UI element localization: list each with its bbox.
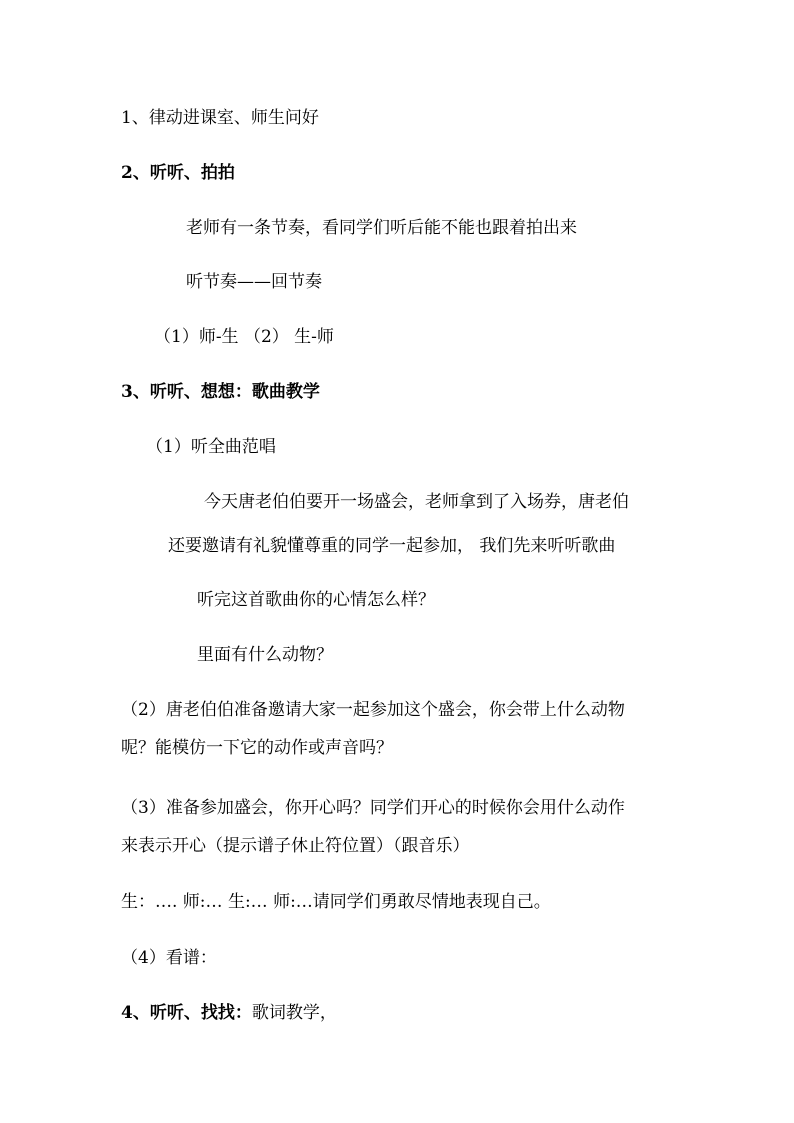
paragraph: 老师有一条节奏，看同学们听后能不能也跟着拍出来 [186,218,577,238]
heading-4 [121,1003,337,1023]
paragraph: （4）看谱： [121,948,217,968]
paragraph: 生：…. 师:… 生:… 师:…请同学们勇敢尽情地表现自己。 [121,892,551,912]
paragraph: 来表示开心（提示谱子休止符位置）（跟音乐） [121,836,470,856]
paragraph: 听完这首歌曲你的心情怎么样？ [197,590,435,610]
heading-4-label: 4、听听、找找： [121,1003,252,1023]
item-1: 1、律动进课室、师生问好 [121,108,319,128]
paragraph: （2）唐老伯伯准备邀请大家一起参加这个盛会，你会带上什么动物 [121,700,625,720]
paragraph: 里面有什么动物？ [197,645,333,665]
heading-2: 2、听听、拍拍 [121,163,235,183]
paragraph: 呢？能模仿一下它的动作或声音吗？ [121,738,393,758]
paragraph: （1）师-生 （2） 生-师 [154,327,334,347]
heading-3: 3、听听、想想：歌曲教学 [121,382,320,402]
heading-4-text: 歌词教学， [251,1003,337,1023]
paragraph: （3）准备参加盛会，你开心吗？同学们开心的时候你会用什么动作 [121,798,625,818]
paragraph: （1）听全曲范唱 [146,437,276,457]
paragraph: 听节奏——回节奏 [186,272,322,292]
paragraph: 今天唐老伯伯要开一场盛会，老师拿到了入场券，唐老伯 [204,492,629,512]
paragraph: 还要邀请有礼貌懂尊重的同学一起参加， 我们先来听听歌曲 [168,536,616,556]
